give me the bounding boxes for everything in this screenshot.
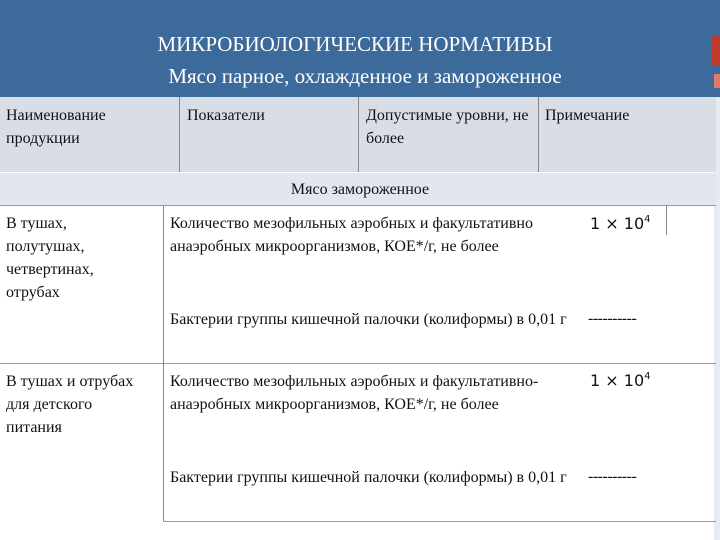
row-indicator: Количество мезофильных аэробных и факультативно-анаэробных микроорганизмов, КОЕ*/г, не более [170, 373, 539, 413]
decorative-marker-small [714, 74, 720, 88]
header-divider [358, 97, 359, 172]
row-indicator: Количество мезофильных аэробных и факультативно анаэробных микроорганизмов, КОЕ*/г, не более [170, 215, 533, 255]
header-product: Наименование продукции [6, 107, 106, 147]
row-divider [0, 363, 716, 364]
row-indicator: Бактерии группы кишечной палочки (колиформы) в 0,01 г [170, 469, 567, 486]
row-divider [163, 521, 716, 522]
decorative-marker [712, 36, 720, 66]
column-divider [163, 205, 164, 363]
row-product: В тушах, полутушах, четвертинах, отрубах [6, 215, 94, 301]
column-divider [666, 205, 667, 235]
header-note: Примечание [545, 107, 630, 124]
row-value: ---------- [588, 310, 637, 327]
row-divider [0, 205, 716, 206]
header-divider [538, 97, 539, 172]
title-banner [0, 0, 720, 97]
row-indicator: Бактерии группы кишечной палочки (колиформы) в 0,01 г [170, 311, 567, 328]
column-divider [163, 363, 164, 521]
header-limits: Допустимые уровни, не более [366, 107, 529, 147]
page-subtitle: Мясо парное, охлажденное и замороженное [168, 64, 562, 88]
section-label: Мясо замороженное [290, 181, 430, 198]
header-indicators: Показатели [187, 107, 265, 124]
row-value: $1 \times 10^4$ [590, 214, 651, 233]
header-divider [179, 97, 180, 172]
page-title: МИКРОБИОЛОГИЧЕСКИЕ НОРМАТИВЫ [157, 32, 553, 56]
row-value: $1 \times 10^4$ [590, 371, 651, 390]
row-product: В тушах и отрубах для детского питания [6, 373, 134, 436]
row-value: ---------- [588, 468, 637, 485]
